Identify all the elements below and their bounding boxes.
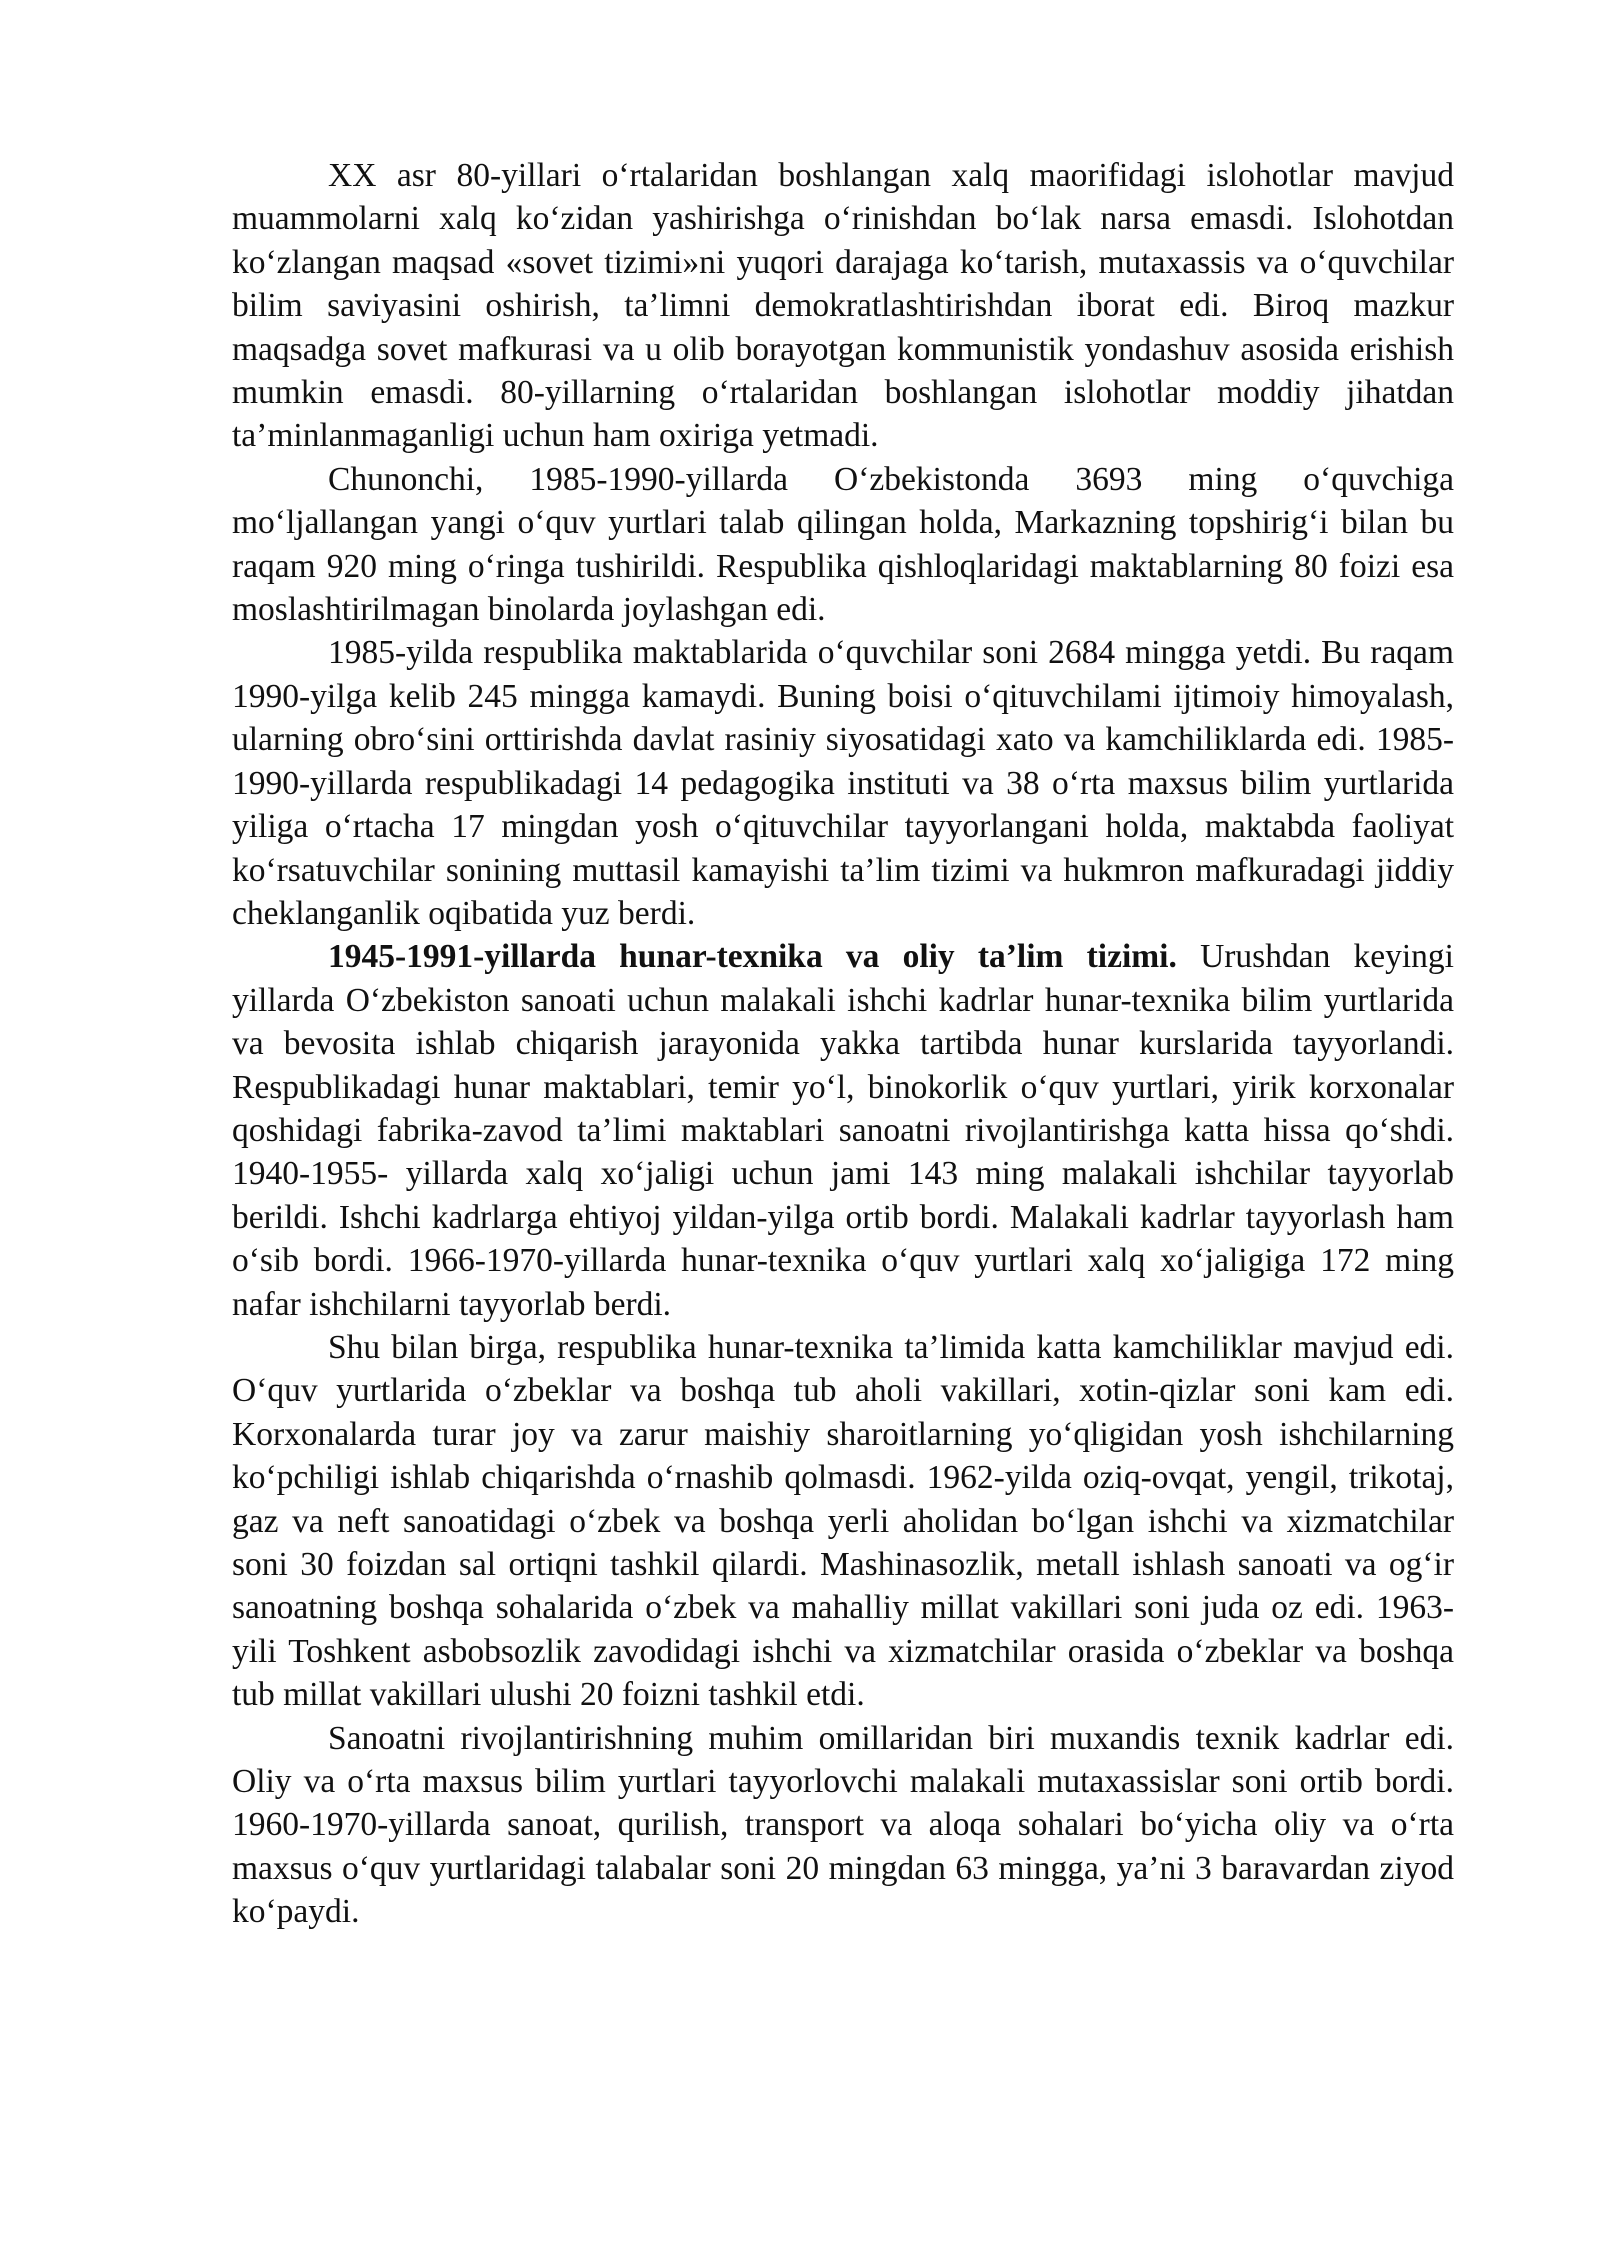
paragraph-engineering-cadres: Sanoatni rivojlantirishning muhim omillaridan biri muxandis texnik kadrlar edi. Oliy va o‘rta maxsus bilim yurtlari tayyorlovchi malakali mutaxassislar soni ortib bordi. 1960-1970-yillarda sanoat, qurilish, transport va aloqa sohalari bo‘yicha oliy va o‘rta maxsus o‘quv yurtlaridagi talabalar soni 20 mingdan 63 mingga, ya’ni 3 baravardan ziyod ko‘paydi. [232, 1719, 1454, 1931]
document-page [232, 154, 1454, 1934]
paragraph-body: Urushdan keyingi yillarda O‘zbekiston sanoati uchun malakali ishchi kadrlar hunar-texnika bilim yurtlarida va bevosita ishlab chiqarish jarayonida yakka tartibda hunar kurslarida tayyorlandi. Respublikadagi hunar maktablari, temir yo‘l, binokorlik o‘quv yurtlari, yirik korxonalar qoshidagi fabrika-zavod ta’limi maktablari sanoatni rivojlantirishga katta hissa qo‘shdi. 1940-1955- yillarda xalq xo‘jaligi uchun jami 143 ming malakali ishchilar tayyorlab berildi. Ishchi kadrlarga ehtiyoj yildan-yilga ortib bordi. Malakali kadrlar tayyorlash ham o‘sib bordi. 1966-1970-yillarda hunar-texnika o‘quv yurtlari xalq xo‘jaligiga 172 ming nafar ishchilarni tayyorlab berdi. [232, 938, 1454, 1323]
paragraph-reforms-1980s: XX asr 80-yillari o‘rtalaridan boshlangan xalq maorifidagi islohotlar mavjud muammolarni xalq ko‘zidan yashirishga o‘rinishdan bo‘lak narsa emasdi. Islohotdan ko‘zlangan maqsad «sovet tizimi»ni yuqori darajaga ko‘tarish, mutaxassis va o‘quvchilar bilim saviyasini oshirish, ta’limni demokratlashtirishdan iborat edi. Biroq mazkur maqsadga sovet mafkurasi va u olib borayotgan kommunistik yondashuv asosida erishish mumkin emasdi. 80-yillarning o‘rtalaridan boshlangan islohotlar moddiy jihatdan ta’minlanmaganligi uchun ham oxiriga yetmadi. [232, 157, 1454, 455]
section-heading: 1945-1991-yillarda hunar-texnika va oliy ta’lim tizimi. [328, 938, 1177, 976]
paragraph-school-construction: Chunonchi, 1985-1990-yillarda O‘zbekistonda 3693 ming o‘quvchiga mo‘ljallangan yangi o‘quv yurtlari talab qilingan holda, Markazning topshirig‘i bilan bu raqam 920 ming o‘ringa tushirildi. Respublika qishloqlaridagi maktablarning 80 foizi esa moslashtirilmagan binolarda joylashgan edi. [232, 460, 1454, 629]
paragraph-vocational-education [232, 935, 1454, 1326]
paragraph-vocational-shortcomings: Shu bilan birga, respublika hunar-texnika ta’limida katta kamchiliklar mavjud edi. O‘quv yurtlarida o‘zbeklar va boshqa tub aholi vakillari, xotin-qizlar soni kam edi. Korxonalarda turar joy va zarur maishiy sharoitlarning yo‘qligidan yosh ishchilarning ko‘pchiligi ishlab chiqarishda o‘rnashib qolmasdi. 1962-yilda oziq-ovqat, yengil, trikotaj, gaz va neft sanoatidagi o‘zbek va boshqa yerli aholidan bo‘lgan ishchi va xizmatchilar soni 30 foizdan sal ortiqni tashkil qilardi. Mashinasozlik, metall ishlash sanoati va og‘ir sanoatning boshqa sohalarida o‘zbek va mahalliy millat vakillari soni juda oz edi. 1963-yili Toshkent asbobsozlik zavodidagi ishchi va xizmatchilar orasida o‘zbeklar va boshqa tub millat vakillari ulushi 20 foizni tashkil etdi. [232, 1328, 1454, 1714]
paragraph-pupil-numbers: 1985-yilda respublika maktablarida o‘quvchilar soni 2684 mingga yetdi. Bu raqam 1990-yilga kelib 245 mingga kamaydi. Buning boisi o‘qituvchilami ijtimoiy himoyalash, ularning obro‘sini orttirishda davlat rasiniy siyosatidagi xato va kamchiliklarda edi. 1985-1990-yillarda respublikadagi 14 pedagogika instituti va 38 o‘rta maxsus bilim yurtlarida yiliga o‘rtacha 17 mingdan yosh o‘qituvchilar tayyorlangani holda, maktabda faoliyat ko‘rsatuvchilar sonining muttasil kamayishi ta’lim tizimi va hukmron mafkuradagi jiddiy cheklanganlik oqibatida yuz berdi. [232, 634, 1454, 932]
